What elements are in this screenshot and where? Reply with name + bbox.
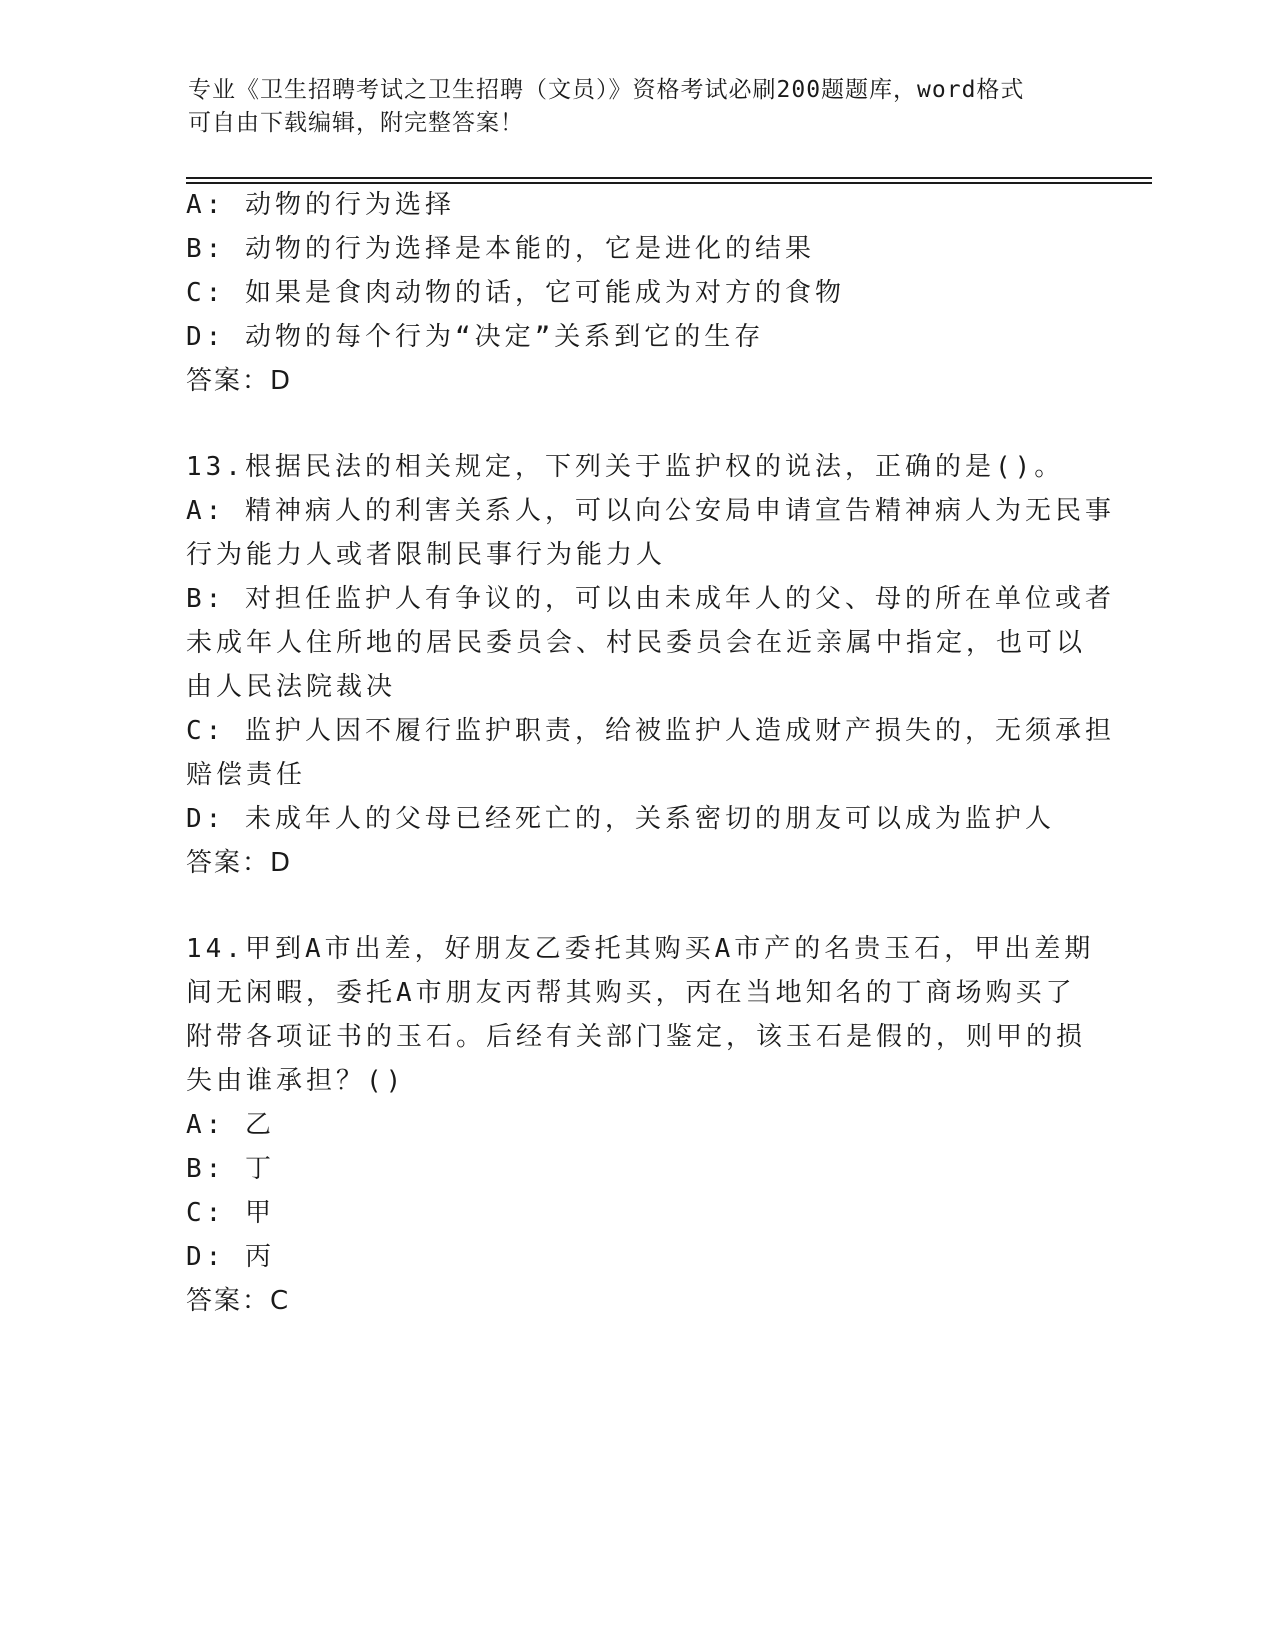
q12-option-d: D: 动物的每个行为“决定”关系到它的生存 bbox=[186, 322, 765, 352]
q12-option-c: C: 如果是食肉动物的话，它可能成为对方的食物 bbox=[186, 278, 845, 308]
header-rule-top bbox=[186, 177, 1152, 179]
header-line-2: 可自由下载编辑，附完整答案！ bbox=[188, 110, 524, 136]
q14-option-d: D: 丙 bbox=[186, 1242, 275, 1272]
q12-option-b: B: 动物的行为选择是本能的，它是进化的结果 bbox=[186, 234, 815, 264]
q14-option-c: C: 甲 bbox=[186, 1198, 275, 1228]
q13-option-c-line-1: C: 监护人因不履行监护职责，给被监护人造成财产损失的，无须承担 bbox=[186, 716, 1115, 746]
q13-option-d: D: 未成年人的父母已经死亡的，关系密切的朋友可以成为监护人 bbox=[186, 804, 1055, 834]
header-line-1: 专业《卫生招聘考试之卫生招聘（文员）》资格考试必刷200题题库，word格式 bbox=[188, 77, 1025, 103]
q13-option-b-line-1: B: 对担任监护人有争议的，可以由未成年人的父、母的所在单位或者 bbox=[186, 584, 1115, 614]
q12-answer: 答案：D bbox=[186, 366, 293, 396]
q14-stem-line-4: 失由谁承担？() bbox=[186, 1066, 406, 1096]
header-rule-bottom bbox=[186, 182, 1152, 184]
q13-option-b-line-3: 由人民法院裁决 bbox=[186, 672, 397, 702]
q13-option-a-line-1: A: 精神病人的利害关系人，可以向公安局申请宣告精神病人为无民事 bbox=[186, 496, 1115, 526]
q14-stem-line-3: 附带各项证书的玉石。后经有关部门鉴定，该玉石是假的，则甲的损 bbox=[186, 1022, 1087, 1052]
q13-option-c-line-2: 赔偿责任 bbox=[186, 760, 307, 790]
q13-option-b-line-2: 未成年人住所地的居民委员会、村民委员会在近亲属中指定，也可以 bbox=[186, 628, 1087, 658]
q13-stem: 13.根据民法的相关规定，下列关于监护权的说法，正确的是()。 bbox=[186, 452, 1065, 482]
q13-answer: 答案：D bbox=[186, 848, 293, 878]
q12-option-a: A: 动物的行为选择 bbox=[186, 190, 455, 220]
q14-answer: 答案：C bbox=[186, 1286, 291, 1316]
q14-option-a: A: 乙 bbox=[186, 1110, 275, 1140]
q13-option-a-line-2: 行为能力人或者限制民事行为能力人 bbox=[186, 540, 667, 570]
q14-stem-line-1: 14.甲到A市出差，好朋友乙委托其购买A市产的名贵玉石，甲出差期 bbox=[186, 934, 1095, 964]
q14-option-b: B: 丁 bbox=[186, 1154, 275, 1184]
q14-stem-line-2: 间无闲暇，委托A市朋友丙帮其购买，丙在当地知名的丁商场购买了 bbox=[186, 978, 1076, 1008]
document-header bbox=[188, 74, 1068, 140]
